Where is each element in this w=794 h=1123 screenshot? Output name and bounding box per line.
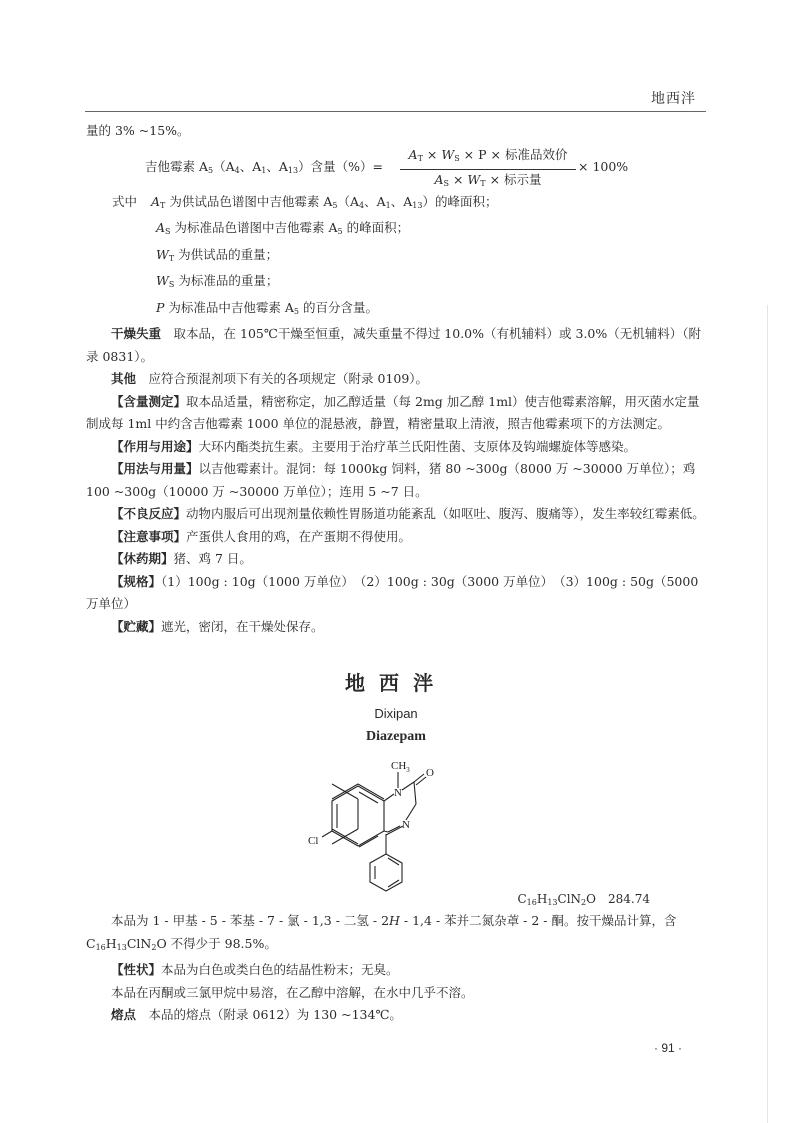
where-line: $A_S$ 为标准品色谱图中吉他霉素 $A_5$ 的峰面积； <box>156 220 410 236</box>
chemical-structure <box>308 754 446 914</box>
section-adverse: 【不良反应】动物内服后可出现剂量依赖性胃肠道功能紊乱（如呕吐、腹泻、腹痛等），发生率较红霉素低。 <box>111 506 705 521</box>
oxygen-atom: O <box>426 767 434 779</box>
nitrogen-1: N <box>394 787 402 799</box>
section-solubility: 本品在丙酮或三氯甲烷中易溶，在乙醇中溶解，在水中几乎不溶。 <box>111 984 474 1000</box>
formula-multiplier: × 100% <box>578 158 629 174</box>
section-character: 【性状】本品为白色或类白色的结晶性粉末；无臭。 <box>111 962 399 977</box>
content-formula <box>86 145 706 189</box>
formula-numerator: $A_T \times W_S \times P$ × 标准品效价 <box>400 145 576 170</box>
formula-lhs: 吉他霉素 $A_5(A_4$、$A_1$、$A_{13}$）含量（%）= <box>145 158 383 175</box>
section-melting-point: 熔点 本品的熔点（附录 0612）为 130 ~134℃。 <box>111 1007 402 1022</box>
nitrogen-4: N <box>402 819 410 831</box>
where-line: $W_T$ 为供试品的重量； <box>156 246 279 263</box>
where-line: $W_S$ 为标准品的重量； <box>156 273 279 289</box>
monograph-intro: 本品为 1 - 甲基 - 5 - 苯基 - 7 - 氯 - 1,3 - 二氢 - 2H - 1,4 - 苯并二氮杂䓬 - 2 - 酮。按干燥品计算，含$C_{16}H_{13}ClN_2O$ 不得少于 98.5%。 <box>86 913 677 952</box>
where-line: P 为标准品中吉他霉素 $A_5$ 的百分含量。 <box>156 299 378 316</box>
title-chinese: 地西泮 <box>345 671 447 695</box>
molecular-formula: $C_{16}H_{13}ClN_2O$ 284.74 <box>517 892 650 907</box>
section-assay: 【含量测定】取本品适量，精密称定，加乙醇适量（每 2mg 加乙醇 1ml）使吉他霉素溶解，用灭菌水定量制成每 1ml 中约含吉他霉素 1000 单位的混悬液，静置，精密量取上清液，照吉他霉素项下的方法测定。 <box>86 393 700 431</box>
formula-denominator: $A_S \times W_T$ × 标示量 <box>434 171 542 188</box>
running-header: 地西泮 <box>651 91 696 107</box>
section-other: 其他 应符合预混剂项下有关的各项规定（附录 0109）。 <box>111 371 429 386</box>
continued-line: 量的 3% ~15%。 <box>86 123 190 138</box>
page-edge-line <box>767 305 768 1123</box>
methyl-group: $CH_3$ <box>391 760 410 774</box>
section-withdrawal: 【休药期】猪、鸡 7 日。 <box>111 551 252 566</box>
page-content <box>86 120 706 1027</box>
title-pinyin: Dixipan <box>374 706 418 721</box>
section-caution: 【注意事项】产蛋供人食用的鸡，在产蛋期不得使用。 <box>111 528 412 544</box>
chlorine-atom: Cl <box>308 835 319 847</box>
formula-fraction <box>400 145 576 193</box>
section-use: 【作用与用途】大环内酯类抗生素。主要用于治疗革兰氏阳性菌、支原体及钩端螺旋体等感染。 <box>111 438 637 454</box>
section-drying: 干燥失重 取本品，在 105℃干燥至恒重，减失重量不得过 10.0%（有机辅料）或 3.0%（无机辅料）（附录 0831）。 <box>86 326 701 364</box>
title-english: Diazepam <box>366 729 426 744</box>
monograph-title <box>86 668 706 748</box>
where-line: 式中 $A_T$ 为供试品色谱图中吉他霉素 $A_5(A_4$、$A_1$、$A_{13}$）的峰面积； <box>112 193 498 210</box>
section-spec: 【规格】（1）100g : 10g（1000 万单位） （2）100g : 30g（3000 万单位） （3）100g : 50g（5000 万单位） <box>86 573 699 611</box>
section-dosage: 【用法与用量】以吉他霉素计。混饲：每 1000kg 饲料，猪 80 ~300g（8000 万 ~30000 万单位）；鸡 100 ~300g（10000 万 ~30000 万单位）；连用 5 ~7 日。 <box>86 461 696 499</box>
header-rule <box>85 111 706 112</box>
molecular-weight: 284.74 <box>608 892 650 906</box>
page-number: · 91 · <box>653 1041 682 1055</box>
section-storage: 【贮藏】遮光，密闭，在干燥处保存。 <box>111 618 324 634</box>
structure-block <box>86 750 706 910</box>
